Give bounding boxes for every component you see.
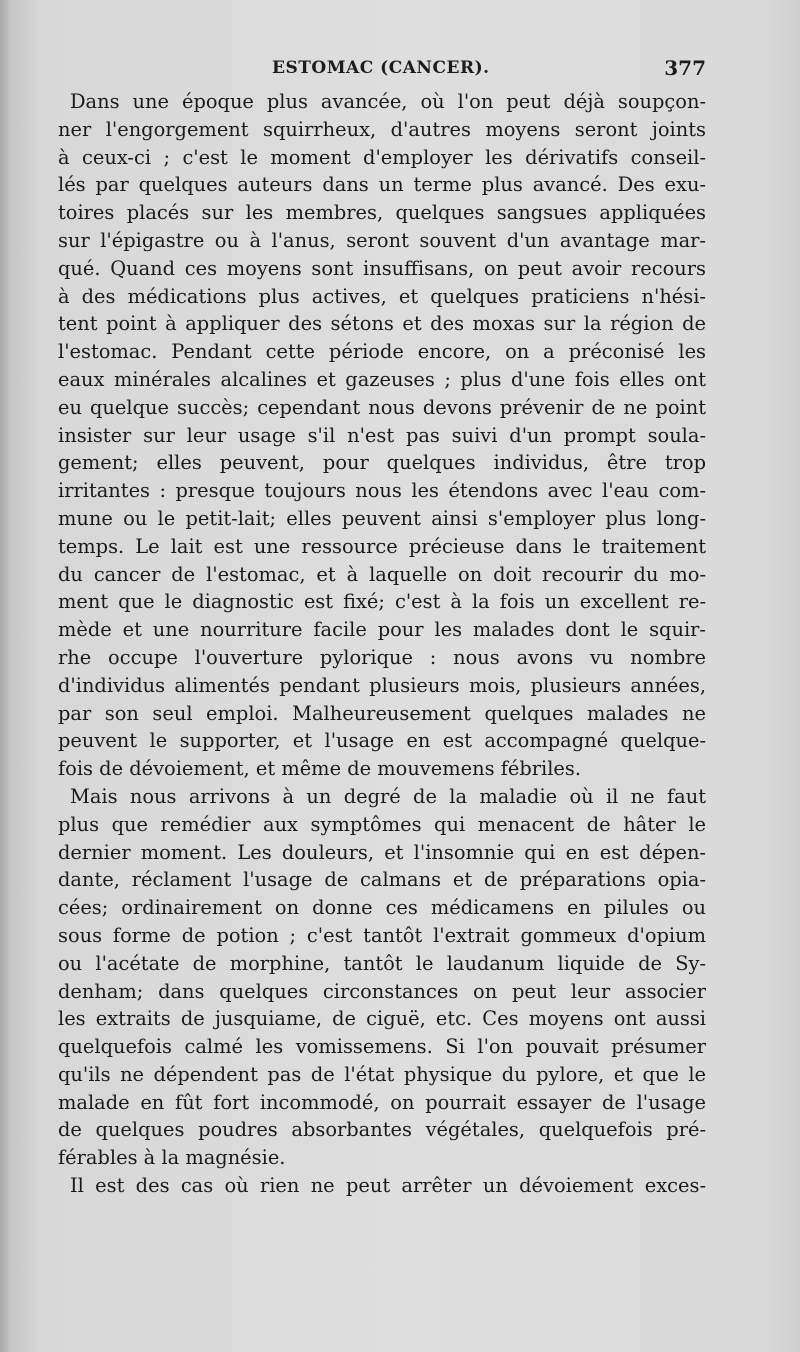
- text-line: de quelques poudres absorbantes végétales, quelquefois pré-: [58, 1118, 706, 1142]
- paragraph-1: [58, 88, 706, 783]
- body-text: [58, 88, 706, 1200]
- text-line: malade en fût fort incommodé, on pourrait essayer de l'usage: [58, 1090, 706, 1114]
- text-line: du cancer de l'estomac, et à laquelle on doit recourir du mo-: [58, 562, 706, 586]
- text-line: rhe occupe l'ouverture pylorique : nous avons vu nombre: [58, 645, 706, 669]
- text-line: cées; ordinairement on donne ces médicamens en pilules ou: [58, 896, 706, 920]
- text-line: mède et une nourriture facile pour les malades dont le squir-: [58, 618, 706, 642]
- text-line: toires placés sur les membres, quelques sangsues appliquées: [58, 201, 706, 225]
- text-line: lés par quelques auteurs dans un terme plus avancé. Des exu-: [58, 173, 706, 197]
- text-line: eu quelque succès; cependant nous devons prévenir de ne point: [58, 395, 706, 419]
- text-line: dante, réclament l'usage de calmans et de préparations opia-: [58, 868, 706, 892]
- page-number: 377: [664, 56, 706, 80]
- text-line: à ceux-ci ; c'est le moment d'employer les dérivatifs conseil-: [58, 145, 706, 169]
- text-line: dernier moment. Les douleurs, et l'insomnie qui en est dépen-: [58, 840, 706, 864]
- text-line: ment que le diagnostic est fixé; c'est à la fois un excellent re-: [58, 590, 706, 614]
- text-line: irritantes : presque toujours nous les étendons avec l'eau com-: [58, 479, 706, 503]
- text-line: eaux minérales alcalines et gazeuses ; plus d'une fois elles ont: [58, 367, 706, 391]
- text-line: insister sur leur usage s'il n'est pas suivi d'un prompt soula-: [58, 423, 706, 447]
- text-line: tent point à appliquer des sétons et des moxas sur la région de: [58, 312, 706, 336]
- running-head: ESTOMAC (CANCER).: [272, 58, 490, 78]
- text-line: Il est des cas où rien ne peut arrêter un dévoiement exces-: [70, 1174, 706, 1198]
- text-line: à des médications plus actives, et quelques praticiens n'hési-: [58, 284, 706, 308]
- text-line: Mais nous arrivons à un degré de la maladie où il ne faut: [70, 784, 706, 808]
- text-line: temps. Le lait est une ressource précieuse dans le traitement: [58, 534, 706, 558]
- text-line: férables à la magnésie.: [58, 1146, 286, 1170]
- text-line: fois de dévoiement, et même de mouvemens fébriles.: [58, 757, 582, 781]
- page-header: [58, 56, 706, 86]
- text-line: mune ou le petit-lait; elles peuvent ainsi s'employer plus long-: [58, 506, 706, 530]
- text-line: d'individus alimentés pendant plusieurs mois, plusieurs années,: [58, 673, 706, 697]
- text-line: sous forme de potion ; c'est tantôt l'extrait gommeux d'opium: [58, 923, 706, 947]
- text-line: Dans une époque plus avancée, où l'on peut déjà soupçon-: [70, 90, 706, 113]
- text-line: l'estomac. Pendant cette période encore, on a préconisé les: [58, 340, 706, 364]
- paragraph-3: [58, 1172, 706, 1200]
- text-line: quelquefois calmé les vomissemens. Si l'on pouvait présumer: [58, 1035, 706, 1059]
- text-line: peuvent le supporter, et l'usage en est accompagné quelque-: [58, 729, 706, 753]
- text-line: plus que remédier aux symptômes qui menacent de hâter le: [58, 812, 706, 836]
- text-line: ou l'acétate de morphine, tantôt le laudanum liquide de Sy-: [58, 951, 706, 975]
- text-line: gement; elles peuvent, pour quelques individus, être trop: [58, 451, 706, 475]
- text-line: par son seul emploi. Malheureusement quelques malades ne: [58, 701, 706, 725]
- text-line: sur l'épigastre ou à l'anus, seront souvent d'un avantage mar-: [58, 228, 706, 252]
- paragraph-2: [58, 783, 706, 1172]
- text-line: qué. Quand ces moyens sont insuffisans, on peut avoir recours: [58, 256, 706, 280]
- text-line: ner l'engorgement squirrheux, d'autres moyens seront joints: [58, 117, 706, 141]
- text-line: denham; dans quelques circonstances on peut leur associer: [58, 979, 706, 1003]
- text-line: les extraits de jusquiame, de ciguë, etc. Ces moyens ont aussi: [58, 1007, 706, 1031]
- text-line: qu'ils ne dépendent pas de l'état physique du pylore, et que le: [58, 1062, 706, 1086]
